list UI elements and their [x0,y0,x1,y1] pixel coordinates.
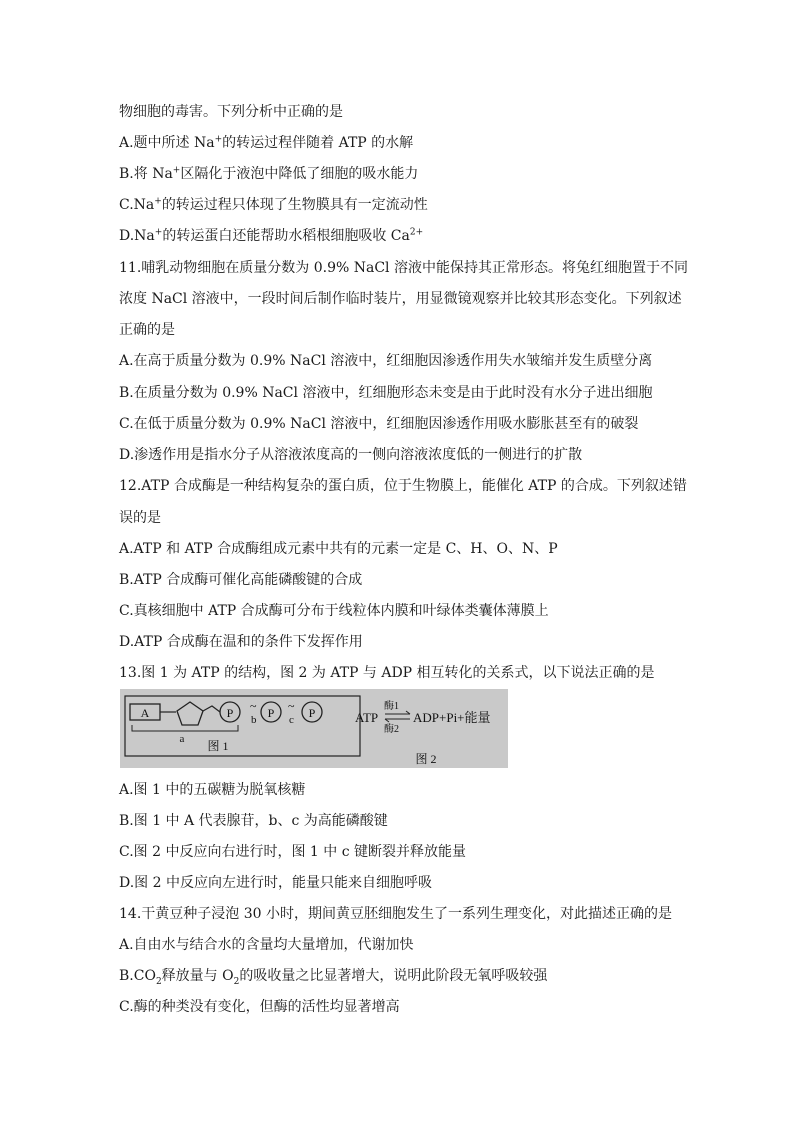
figure-2-caption: 图 2 [415,752,437,766]
label-c: c [289,714,294,726]
atp-diagram [120,689,508,768]
option-10a: A.题中所述 Na+的转运过程伴随着 ATP 的水解 [119,134,414,151]
option-11b: B.在质量分数为 0.9% NaCl 溶液中，红细胞形态未变是由于此时没有水分子进出细胞 [119,385,653,401]
text-line: 物细胞的毒害。下列分析中正确的是 [119,104,343,120]
question-11-stem-1: 11.哺乳动物细胞在质量分数为 0.9% NaCl 溶液中能保持其正常形态。将兔红细胞置于不同 [119,260,688,276]
svg-text:P: P [226,706,234,720]
option-12a: A.ATP 和 ATP 合成酶组成元素中共有的元素一定是 C、H、O、N、P [119,541,558,557]
option-12d: D.ATP 合成酶在温和的条件下发挥作用 [119,634,363,650]
option-12b: B.ATP 合成酶可催化高能磷酸键的合成 [119,572,363,588]
option-11d: D.渗透作用是指水分子从溶液浓度高的一侧向溶液浓度低的一侧进行的扩散 [119,447,583,463]
option-11a: A.在高于质量分数为 0.9% NaCl 溶液中，红细胞因渗透作用失水皱缩并发生质壁分离 [119,353,653,369]
question-11-stem-2: 浓度 NaCl 溶液中，一段时间后制作临时装片，用显微镜观察并比较其形态变化。下列叙述 [119,291,682,307]
option-10b: B.将 Na+区隔化于液泡中降低了细胞的吸水能力 [119,165,419,182]
svg-text:P: P [267,706,275,720]
equation-atp: ATP [355,710,379,725]
label-b: b [251,714,257,726]
ribose-pentagon [177,702,203,725]
enzyme-2-label: 酶2 [384,724,399,735]
high-energy-bond-b: ~ [250,699,257,713]
high-energy-bond-c: ~ [288,699,295,713]
question-12-stem-1: 12.ATP 合成酶是一种结构复杂的蛋白质，位于生物膜上，能催化 ATP 的合成。下列叙述错 [119,478,687,494]
option-10c: C.Na+的转运过程只体现了生物膜具有一定流动性 [119,196,428,213]
option-13d: D.图 2 中反应向左进行时，能量只能来自细胞呼吸 [119,875,432,891]
svg-text:P: P [308,706,316,720]
option-11c: C.在低于质量分数为 0.9% NaCl 溶液中，红细胞因渗透作用吸水膨胀甚至有的破裂 [119,416,639,432]
option-13c: C.图 2 中反应向右进行时，图 1 中 c 键断裂并释放能量 [119,844,467,860]
option-14a: A.自由水与结合水的含量均大量增加，代谢加快 [119,937,414,953]
question-11-stem-3: 正确的是 [119,322,175,338]
adenine-label: A [140,706,150,720]
bond-sugar-phosphate [203,706,220,712]
enzyme-1-label: 酶1 [384,701,399,712]
option-13b: B.图 1 中 A 代表腺苷，b、c 为高能磷酸键 [119,813,388,829]
question-13-stem: 13.图 1 为 ATP 的结构，图 2 为 ATP 与 ADP 相互转化的关系式，以下说法正确的是 [119,665,655,681]
question-14-stem: 14.干黄豆种子浸泡 30 小时，期间黄豆胚细胞发生了一系列生理变化，对此描述正确的是 [119,906,672,922]
option-10d: D.Na+的转运蛋白还能帮助水稻根细胞吸收 $Ca^{2+}$ [119,227,424,244]
figure-1-caption: 图 1 [207,739,229,753]
label-a: a [179,733,185,745]
question-12-stem-2: 误的是 [119,510,161,526]
option-12c: C.真核细胞中 ATP 合成酶可分布于线粒体内膜和叶绿体类囊体薄膜上 [119,603,549,619]
option-14c: C.酶的种类没有变化，但酶的活性均显著增高 [119,999,400,1015]
option-14b: $B.CO_2$释放量与 $O_2$的吸收量之比显著增大，说明此阶段无氧呼吸较强 [119,968,548,987]
atp-figure [120,689,508,768]
bracket-a [132,725,238,731]
option-13a: A.图 1 中的五碳糖为脱氧核糖 [119,782,306,798]
equation-products: ADP+Pi+能量 [413,710,491,725]
